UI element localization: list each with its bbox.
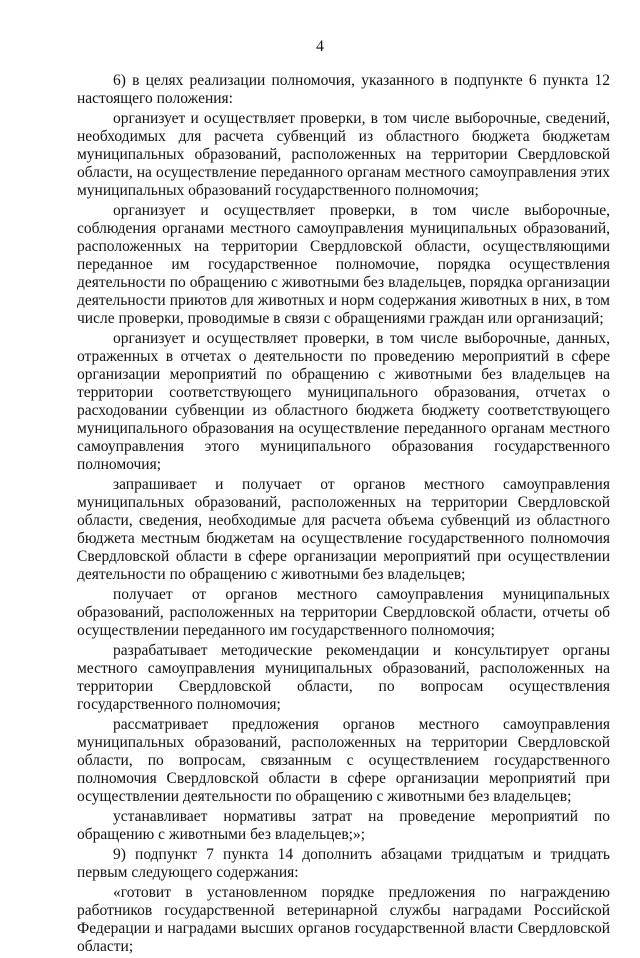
paragraph-item-9: 9) подпункт 7 пункта 14 дополнить абзацами тридцатым и тридцать первым следующего содержания: xyxy=(77,846,610,881)
document-body xyxy=(77,72,610,958)
paragraph-report-checks: организует и осуществляет проверки, в том числе выборочные, данных, отраженных в отчетах о деятельности по проведению мероприятий в сфере организации мероприятий по обращению с животными без владельцев на территории соответствующего муниципального образования, отчетах о расходовании субвенции из областного бюджета бюджету соответствующего муниципального образования на осуществление переданного органам местного самоуправления этого муниципального образования государственного полномочия; xyxy=(77,330,610,473)
page-number: 4 xyxy=(316,38,324,55)
paragraph-cost-standards: устанавливает нормативы затрат на проведение мероприятий по обращению с животными без владельцев;»; xyxy=(77,808,610,843)
paragraph-methodical-recommendations: разрабатывает методические рекомендации и консультирует органы местного самоуправления муниципальных образований, расположенных на территории Свердловской области, по вопросам осуществления государственного полномочия; xyxy=(77,642,610,713)
paragraph-awards-proposals: «готовит в установленном порядке предложения по награждению работников государственной ветеринарной службы наградами Российской Федерации и наградами высших органов государственной власти Свердловской области; xyxy=(77,884,610,955)
paragraph-requests-information: запрашивает и получает от органов местного самоуправления муниципальных образований, расположенных на территории Свердловской области, сведения, необходимые для расчета объема субвенций из областного бюджета местным бюджетам на осуществление государственного полномочия Свердловской области в сфере организации мероприятий при осуществлении деятельности по обращению с животными без владельцев; xyxy=(77,476,610,583)
paragraph-compliance-checks: организует и осуществляет проверки, в том числе выборочные, соблюдения органами местного самоуправления муниципальных образований, расположенных на территории Свердловской области, осуществляющими переданное им государственное полномочие, порядка осуществления деятельности по обращению с животными без владельцев, порядка организации деятельности приютов для животных и норм содержания животных в них, в том числе проверки, проводимые в связи с обращениями граждан или организаций; xyxy=(77,202,610,327)
paragraph-considers-proposals: рассматривает предложения органов местного самоуправления муниципальных образований, расположенных на территории Свердловской области, по вопросам, связанным с осуществлением государственного полномочия Свердловской области в сфере организации мероприятий при осуществлении деятельности по обращению с животными без владельцев; xyxy=(77,716,610,805)
paragraph-item-6: 6) в целях реализации полномочия, указанного в подпункте 6 пункта 12 настоящего положения: xyxy=(77,72,610,107)
paragraph-receives-reports: получает от органов местного самоуправления муниципальных образований, расположенных на территории Свердловской области, отчеты об осуществлении переданного им государственного полномочия; xyxy=(77,586,610,639)
paragraph-subvention-data-checks: организует и осуществляет проверки, в том числе выборочные, сведений, необходимых для расчета субвенций из областного бюджета бюджетам муниципальных образований, расположенных на территории Свердловской области, на осуществление переданного органам местного самоуправления этих муниципальных образований государственного полномочия; xyxy=(77,110,610,199)
